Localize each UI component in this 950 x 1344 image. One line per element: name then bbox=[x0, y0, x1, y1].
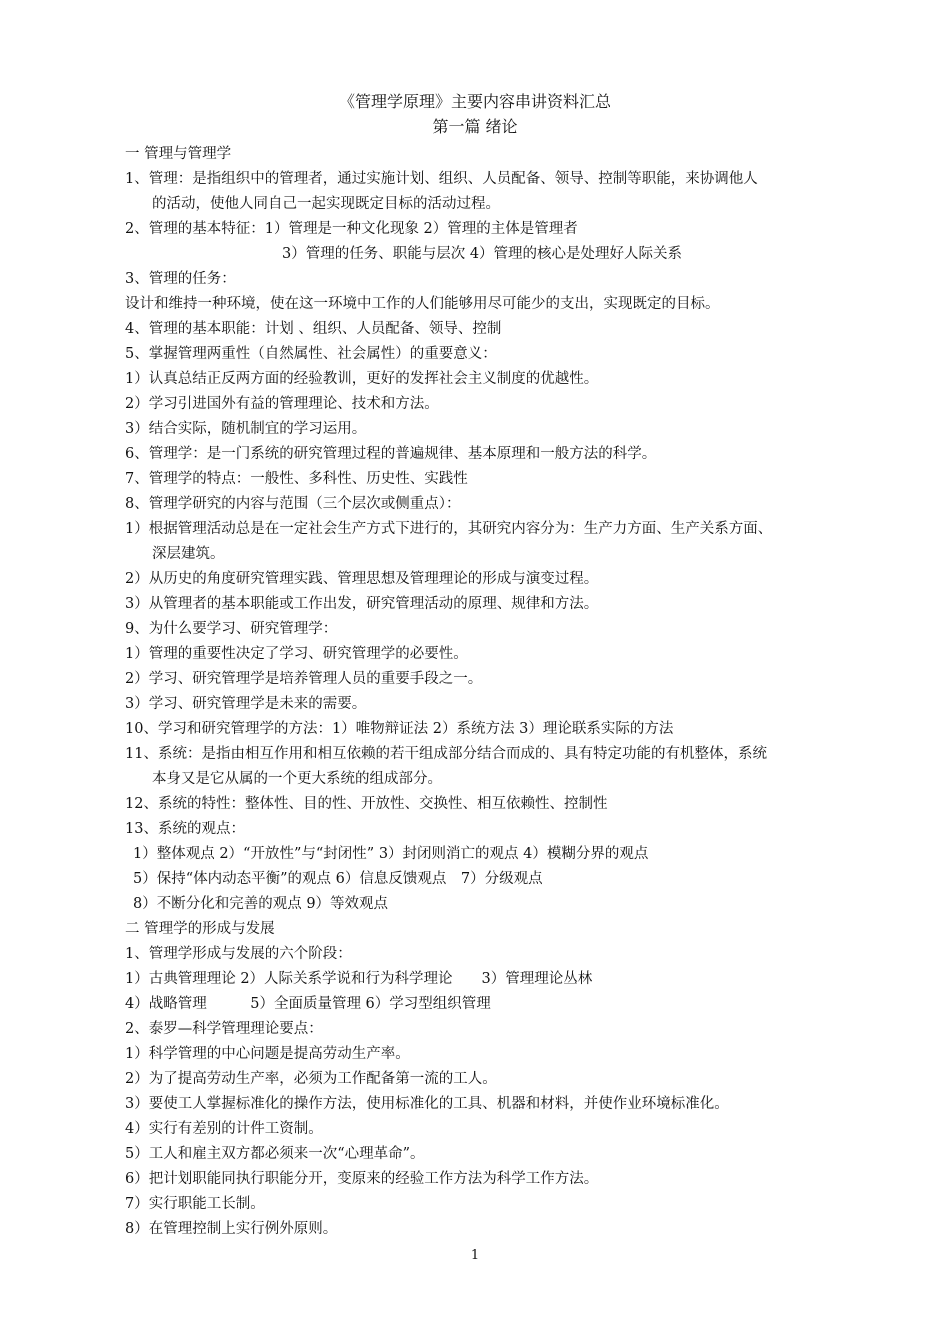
text-line: 7）实行职能工长制。 bbox=[125, 1196, 265, 1212]
text-line: 2、管理的基本特征：1）管理是一种文化现象 2）管理的主体是管理者 bbox=[125, 221, 578, 237]
text-line: 1、管理：是指组织中的管理者，通过实施计划、组织、人员配备、领导、控制等职能，来协调他人 bbox=[125, 171, 758, 187]
text-line: 11、系统：是指由相互作用和相互依赖的若干组成部分结合而成的、具有特定功能的有机整体，系统 bbox=[125, 746, 767, 762]
text-line: 8）在管理控制上实行例外原则。 bbox=[125, 1221, 338, 1237]
text-line: 2）为了提高劳动生产率，必须为工作配备第一流的工人。 bbox=[125, 1071, 497, 1087]
text-line: 3）要使工人掌握标准化的操作方法，使用标准化的工具、机器和材料，并使作业环境标准化。 bbox=[125, 1096, 729, 1112]
text-line: 8）不断分化和完善的观点 9）等效观点 bbox=[133, 896, 389, 912]
text-line: 深层建筑。 bbox=[152, 546, 225, 562]
document-subtitle: 第一篇 绪论 bbox=[432, 117, 518, 136]
text-line: 12、系统的特性：整体性、目的性、开放性、交换性、相互依赖性、控制性 bbox=[125, 796, 608, 812]
text-line: 4、管理的基本职能：计划 、组织、人员配备、领导、控制 bbox=[125, 321, 502, 337]
text-line: 2）学习引进国外有益的管理理论、技术和方法。 bbox=[125, 396, 439, 412]
text-line: 1）认真总结正反两方面的经验教训，更好的发挥社会主义制度的优越性。 bbox=[125, 371, 599, 387]
text-line: 8、管理学研究的内容与范围（三个层次或侧重点）： bbox=[125, 496, 461, 512]
text-line: 设计和维持一种环境，使在这一环境中工作的人们能够用尽可能少的支出，实现既定的目标。 bbox=[125, 296, 720, 312]
section-heading: 一 管理与管理学 bbox=[125, 146, 232, 162]
text-line: 5）保持“体内动态平衡”的观点 6）信息反馈观点 7）分级观点 bbox=[133, 871, 543, 887]
text-line: 1）根据管理活动总是在一定社会生产方式下进行的，其研究内容分为：生产力方面、生产关系方面、 bbox=[125, 521, 773, 537]
text-line: 2、泰罗—科学管理理论要点： bbox=[125, 1021, 323, 1037]
text-line: 6）把计划职能同执行职能分开，变原来的经验工作方法为科学工作方法。 bbox=[125, 1171, 599, 1187]
text-line: 2）学习、研究管理学是培养管理人员的重要手段之一。 bbox=[125, 671, 483, 687]
text-line: 1）管理的重要性决定了学习、研究管理学的必要性。 bbox=[125, 646, 468, 662]
text-line: 1）科学管理的中心问题是提高劳动生产率。 bbox=[125, 1046, 410, 1062]
text-line: 9、为什么要学习、研究管理学： bbox=[125, 621, 338, 637]
text-line: 4）战略管理 5）全面质量管理 6）学习型组织管理 bbox=[125, 996, 491, 1012]
text-line: 1、管理学形成与发展的六个阶段： bbox=[125, 946, 352, 962]
text-line: 3）结合实际，随机制宜的学习运用。 bbox=[125, 421, 367, 437]
text-line: 5、掌握管理两重性（自然属性、社会属性）的重要意义： bbox=[125, 346, 497, 362]
text-line: 3）学习、研究管理学是未来的需要。 bbox=[125, 696, 367, 712]
text-line: 5）工人和雇主双方都必须来一次“心理革命”。 bbox=[125, 1146, 425, 1162]
text-line: 1）整体观点 2）“开放性”与“封闭性” 3）封闭则消亡的观点 4）模糊分界的观点 bbox=[133, 846, 649, 862]
text-line: 10、学习和研究管理学的方法：1）唯物辩证法 2）系统方法 3）理论联系实际的方法 bbox=[125, 721, 674, 737]
text-line: 本身又是它从属的一个更大系统的组成部分。 bbox=[152, 771, 442, 787]
text-line: 3）从管理者的基本职能或工作出发，研究管理活动的原理、规律和方法。 bbox=[125, 596, 599, 612]
page-number: 1 bbox=[470, 1248, 480, 1263]
text-line: 13、系统的观点： bbox=[125, 821, 245, 837]
text-line: 1）古典管理理论 2）人际关系学说和行为科学理论 3）管理理论丛林 bbox=[125, 971, 593, 987]
text-line: 3）管理的任务、职能与层次 4）管理的核心是处理好人际关系 bbox=[282, 246, 683, 262]
text-line: 2）从历史的角度研究管理实践、管理思想及管理理论的形成与演变过程。 bbox=[125, 571, 599, 587]
text-line: 7、管理学的特点：一般性、多科性、历史性、实践性 bbox=[125, 471, 468, 487]
text-line: 4）实行有差别的计件工资制。 bbox=[125, 1121, 323, 1137]
document-title: 《管理学原理》主要内容串讲资料汇总 bbox=[338, 92, 611, 111]
section-heading: 二 管理学的形成与发展 bbox=[125, 921, 275, 937]
text-line: 6、管理学：是一门系统的研究管理过程的普遍规律、基本原理和一般方法的科学。 bbox=[125, 446, 657, 462]
text-line: 的活动，使他人同自己一起实现既定目标的活动过程。 bbox=[152, 196, 500, 212]
text-line: 3、管理的任务： bbox=[125, 271, 236, 287]
